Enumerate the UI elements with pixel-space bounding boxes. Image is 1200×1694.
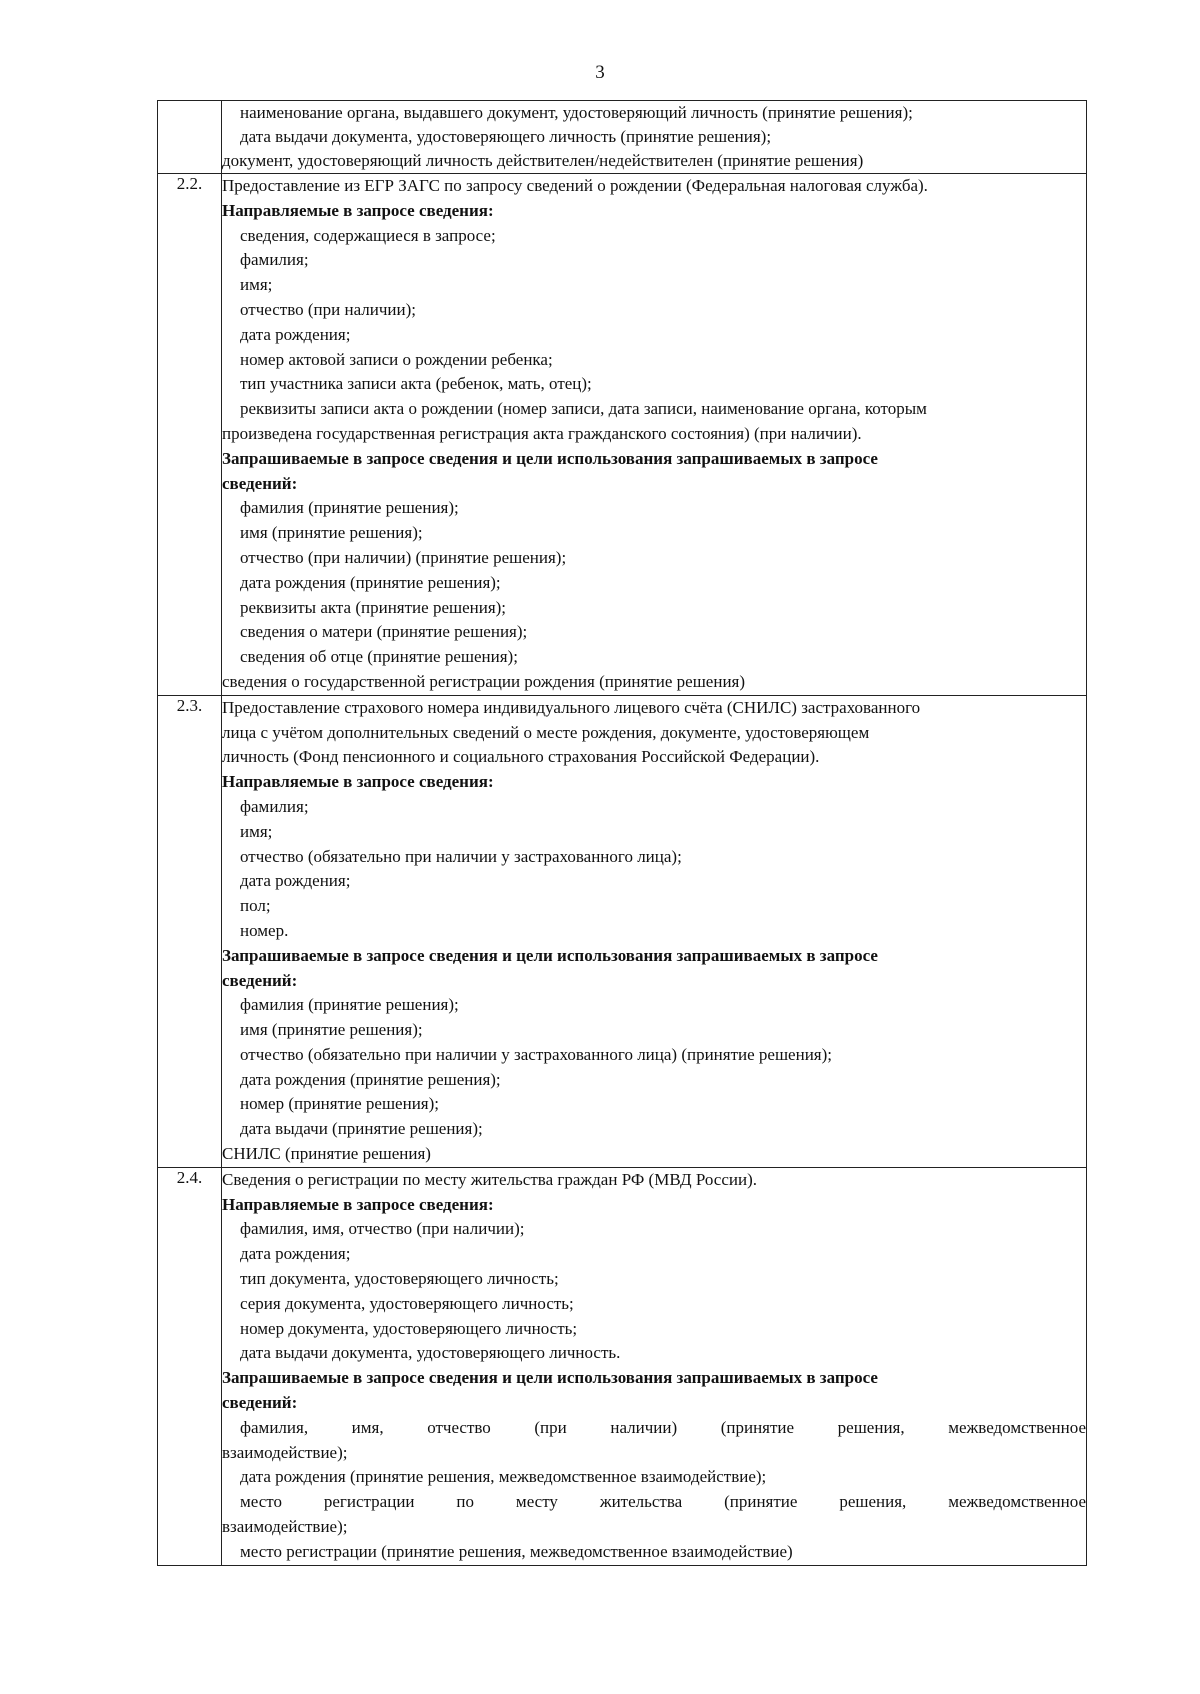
list-item: место регистрации по месту жительства (принятие решения, межведомственное <box>240 1492 1086 1512</box>
list-item: произведена государственная регистрация акта гражданского состояния) (при наличии). <box>222 423 862 443</box>
list-item: фамилия, имя, отчество (при наличии); <box>240 1219 525 1239</box>
list-item: сведения о матери (принятие решения); <box>240 622 528 642</box>
list-item-cont: взаимодействие); <box>222 1442 348 1462</box>
list-item: реквизиты акта (принятие решения); <box>240 597 507 617</box>
list-item: отчество (обязательно при наличии у застрахованного лица) (принятие решения); <box>240 1044 833 1064</box>
list-item: дата рождения; <box>240 871 351 891</box>
list-item: серия документа, удостоверяющего личность; <box>240 1293 574 1313</box>
list-item: фамилия (принятие решения); <box>240 995 459 1015</box>
requested-header-cont: сведений: <box>222 473 298 493</box>
section-title-cont: лица с учётом дополнительных сведений о месте рождения, документе, удостоверяющем <box>222 722 870 742</box>
list-item: отчество (при наличии); <box>240 299 416 319</box>
list-item: место регистрации (принятие решения, межведомственное взаимодействие) <box>240 1541 793 1561</box>
list-item: отчество (обязательно при наличии у застрахованного лица); <box>240 846 682 866</box>
table-row <box>158 174 1087 696</box>
list-item: дата рождения; <box>240 324 351 344</box>
list-item: дата рождения (принятие решения, межведомственное взаимодействие); <box>240 1467 767 1487</box>
list-item: тип документа, удостоверяющего личность; <box>240 1269 559 1289</box>
list-item-cont: взаимодействие); <box>222 1517 348 1537</box>
row-content <box>222 695 1087 1167</box>
requested-header-cont: сведений: <box>222 1393 298 1413</box>
requested-header: Запрашиваемые в запросе сведения и цели использования запрашиваемых в запросе <box>222 448 878 468</box>
list-item: сведения об отце (принятие решения); <box>240 647 518 667</box>
sent-header: Направляемые в запросе сведения: <box>222 772 494 792</box>
list-item: фамилия; <box>240 796 309 816</box>
row-number: 2.3. <box>158 695 222 1167</box>
page-number: 3 <box>595 62 605 83</box>
list-item: дата рождения (принятие решения); <box>240 572 501 592</box>
list-item: номер (принятие решения); <box>240 1094 440 1114</box>
list-item: фамилия, имя, отчество (при наличии) (принятие решения, межведомственное <box>240 1417 1086 1437</box>
list-item: дата рождения (принятие решения); <box>240 1069 501 1089</box>
table-row <box>158 1167 1087 1565</box>
row-number: 2.4. <box>158 1167 222 1565</box>
list-item: имя (принятие решения); <box>240 1020 423 1040</box>
list-item: реквизиты записи акта о рождении (номер записи, дата записи, наименование органа, которым <box>240 399 927 419</box>
list-item: номер. <box>240 920 289 940</box>
list-item: дата выдачи (принятие решения); <box>240 1119 483 1139</box>
row-number: 2.2. <box>158 174 222 696</box>
list-item: номер актовой записи о рождении ребенка; <box>240 349 553 369</box>
list-item: пол; <box>240 896 271 916</box>
list-item: сведения, содержащиеся в запросе; <box>240 225 496 245</box>
section-title-cont: личность (Фонд пенсионного и социального страхования Российской Федерации). <box>222 747 820 767</box>
list-item: тип участника записи акта (ребенок, мать, отец); <box>240 374 592 394</box>
list-item: отчество (при наличии) (принятие решения); <box>240 547 567 567</box>
list-item: документ, удостоверяющий личность действителен/недействителен (принятие решения) <box>222 151 864 170</box>
row-content <box>222 1167 1087 1565</box>
sent-header: Направляемые в запросе сведения: <box>222 200 494 220</box>
requirements-table <box>157 100 1087 1566</box>
section-title: Предоставление из ЕГР ЗАГС по запросу сведений о рождении (Федеральная налоговая служба). <box>222 176 928 195</box>
list-item: фамилия; <box>240 250 309 270</box>
list-item: фамилия (принятие решения); <box>240 498 459 518</box>
section-title: Предоставление страхового номера индивидуального лицевого счёта (СНИЛС) застрахованного <box>222 697 921 717</box>
list-item: дата выдачи документа, удостоверяющего личность (принятие решения); <box>240 127 772 146</box>
list-item: имя; <box>240 275 273 295</box>
row-number <box>158 101 222 174</box>
table-row <box>158 101 1087 174</box>
list-item: СНИЛС (принятие решения) <box>222 1144 431 1164</box>
requested-header-cont: сведений: <box>222 970 298 990</box>
requested-header: Запрашиваемые в запросе сведения и цели использования запрашиваемых в запросе <box>222 1368 878 1388</box>
list-item: имя; <box>240 821 273 841</box>
list-item: сведения о государственной регистрации рождения (принятие решения) <box>222 671 746 691</box>
sent-header: Направляемые в запросе сведения: <box>222 1194 494 1214</box>
table-row <box>158 695 1087 1167</box>
row-content <box>222 101 1087 174</box>
requested-header: Запрашиваемые в запросе сведения и цели использования запрашиваемых в запросе <box>222 945 878 965</box>
list-item: имя (принятие решения); <box>240 523 423 543</box>
list-item: дата выдачи документа, удостоверяющего личность. <box>240 1343 621 1363</box>
list-item: наименование органа, выдавшего документ, удостоверяющий личность (принятие решения); <box>240 103 913 122</box>
row-content <box>222 174 1087 696</box>
list-item: дата рождения; <box>240 1244 351 1264</box>
list-item: номер документа, удостоверяющего личность; <box>240 1318 578 1338</box>
section-title: Сведения о регистрации по месту жительства граждан РФ (МВД России). <box>222 1169 758 1189</box>
